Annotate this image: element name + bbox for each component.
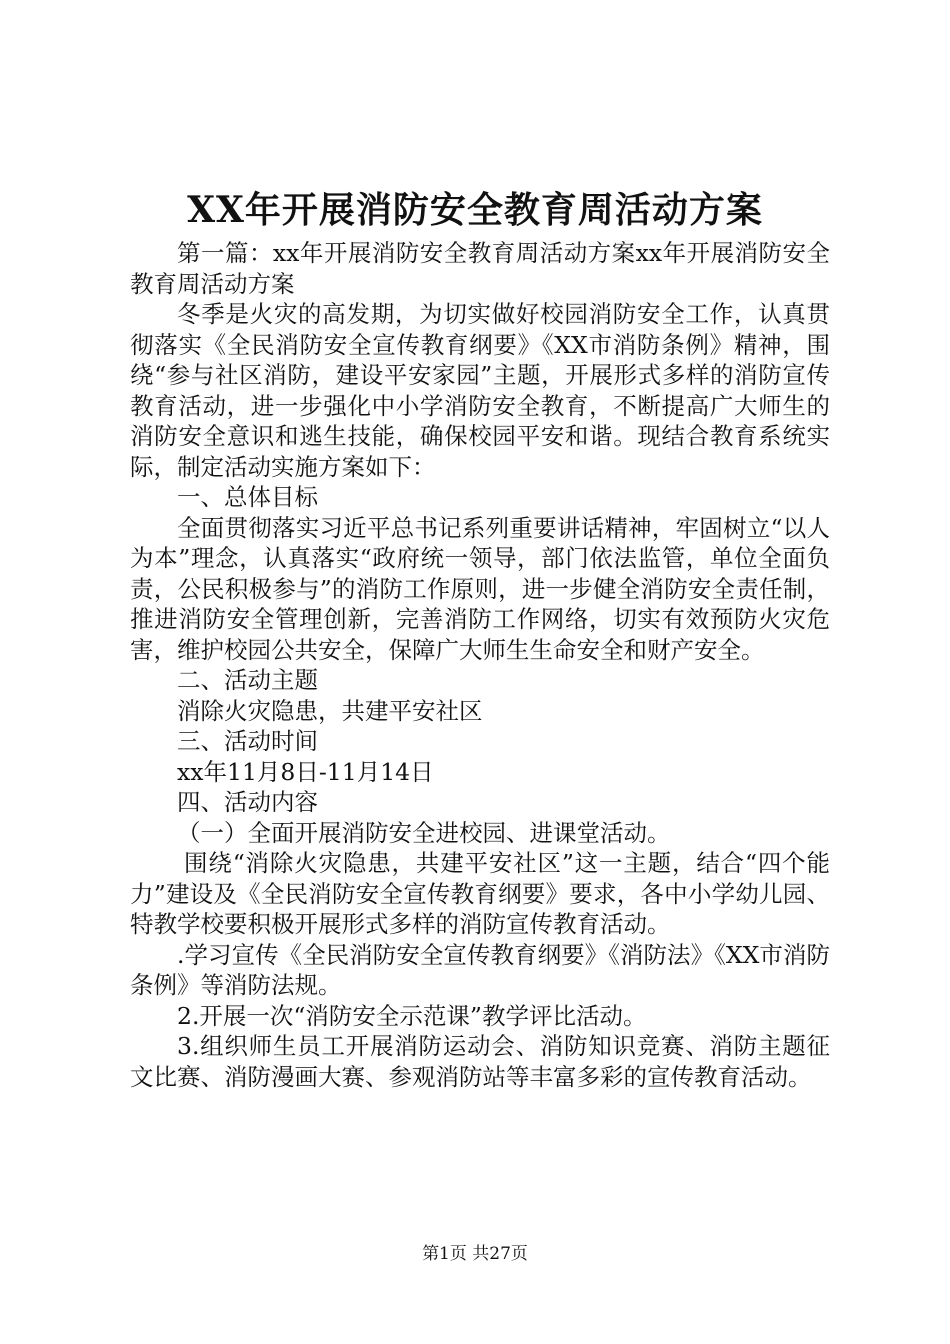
paragraph-activity-time: xx年11月8日-11月14日 xyxy=(177,757,434,786)
paragraph-background: 冬季是火灾的高发期，为切实做好校园消防安全工作，认真贯彻落实《全民消防安全宣传教育纲要》《XX市消防条例》精神，围绕“参与社区消防，建设平安家园”主题，开展形式多样的消防宣传教育活动，进一步强化中小学消防安全教育，不断提高广大师生的消防安全意识和逃生技能，确保校园平安和谐。现结合教育系统实际，制定活动实施方案如下： xyxy=(130,300,830,481)
list-item-1: .学习宣传《全民消防安全宣传教育纲要》《消防法》《XX市消防条例》等消防法规。 xyxy=(130,940,830,999)
list-item-3: 3.组织师生员工开展消防运动会、消防知识竞赛、消防主题征文比赛、消防漫画大赛、参观消防站等丰富多彩的宣传教育活动。 xyxy=(130,1032,830,1091)
paragraph-overall-goal: 全面贯彻落实习近平总书记系列重要讲话精神，牢固树立“以人为本”理念，认真落实“政府统一领导，部门依法监管，单位全面负责，公民积极参与”的消防工作原则，进一步健全消防安全责任制，推进消防安全管理创新，完善消防工作网络，切实有效预防火灾危害，维护校园公共安全，保障广大师生生命安全和财产安全。 xyxy=(130,513,830,664)
heading-overall-goal: 一、总体目标 xyxy=(177,483,318,511)
list-item-2: 2.开展一次“消防安全示范课”教学评比活动。 xyxy=(177,1001,647,1030)
subheading-content-one: （一）全面开展消防安全进校园、进课堂活动。 xyxy=(177,818,671,847)
document-body xyxy=(130,238,830,1092)
paragraph-intro: 第一篇：xx年开展消防安全教育周活动方案xx年开展消防安全教育周活动方案 xyxy=(130,239,830,298)
paragraph-activity-theme: 消除火灾隐患，共建平安社区 xyxy=(177,696,483,725)
document-title: XX年开展消防安全教育周活动方案 xyxy=(187,189,763,231)
paragraph-content-one: 围绕“消除火灾隐患，共建平安社区”这一主题，结合“四个能力”建设及《全民消防安全宣传教育纲要》要求，各中小学幼儿园、特教学校要积极开展形式多样的消防宣传教育活动。 xyxy=(130,849,830,938)
page-footer: 第1页 共27页 xyxy=(422,1244,528,1264)
heading-activity-content: 四、活动内容 xyxy=(177,788,318,816)
heading-activity-time: 三、活动时间 xyxy=(177,727,318,755)
heading-activity-theme: 二、活动主题 xyxy=(177,666,318,694)
